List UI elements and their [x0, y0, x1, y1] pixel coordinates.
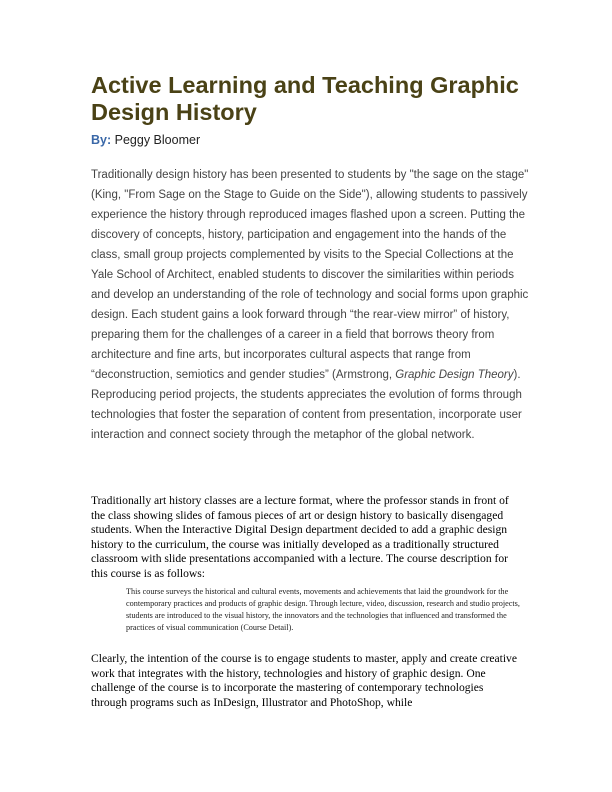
- body-paragraph-2: Clearly, the intention of the course is to engage students to master, apply and create creative work that integrates with the history, technologies and history of graphic design. One challenge of the course is to incorporate the mastering of contemporary technologies through programs such as InDesign, Illustrator and PhotoShop, while: [91, 652, 517, 709]
- byline-label: By:: [91, 133, 112, 147]
- abstract-text-part1: Traditionally design history has been presented to students by "the sage on the stage" (King, "From Sage on the Stage to Guide on the Side"), allowing students to passively experience the history through reproduced images flashed upon a screen. Putting the discovery of concepts, history, participation and engagement into the hands of the class, small group projects complemented by visits to the Special Collections at the Yale School of Architect, enabled students to discover the similarities within periods and develop an understanding of the role of technology and social forms upon graphic design. Each student gains a look forward through “the rear-view mirror” of history, preparing them for the challenges of a career in a field that borrows theory from architecture and fine arts, but incorporates cultural aspects that range from “deconstruction, semiotics and gender studies” (Armstrong,: [91, 169, 529, 381]
- author-name: Peggy Bloomer: [114, 133, 201, 147]
- abstract-paragraph: [91, 165, 531, 445]
- body-paragraph-1: Traditionally art history classes are a lecture format, where the professor stands in front of the class showing slides of famous pieces of art or design history to basically disengaged students. When the Interactive Digital Design department decided to add a graphic design history to the curriculum, the course was initially developed as a traditionally structured classroom with slide presentations accompanied with a lecture. The course description for this course is as follows:: [91, 494, 509, 580]
- abstract-text-part2: ). Reproducing period projects, the students appreciates the evolution of forms through technologies that foster the separation of content from presentation, incorporate user interaction and connect society through the metaphor of the global network.: [91, 369, 522, 441]
- byline: [91, 133, 200, 147]
- article-title: Active Learning and Teaching Graphic Design History: [91, 72, 519, 125]
- abstract-italic-citation: Graphic Design Theory: [395, 369, 514, 381]
- course-description-quote: This course surveys the historical and cultural events, movements and achievements that laid the groundwork for the contemporary practices and products of graphic design. Through lecture, video, discussion, research and studio projects, students are introduced to the visual history, the innovators and the technologies that influenced and transformed the practices of visual communication (Course Detail).: [126, 587, 520, 632]
